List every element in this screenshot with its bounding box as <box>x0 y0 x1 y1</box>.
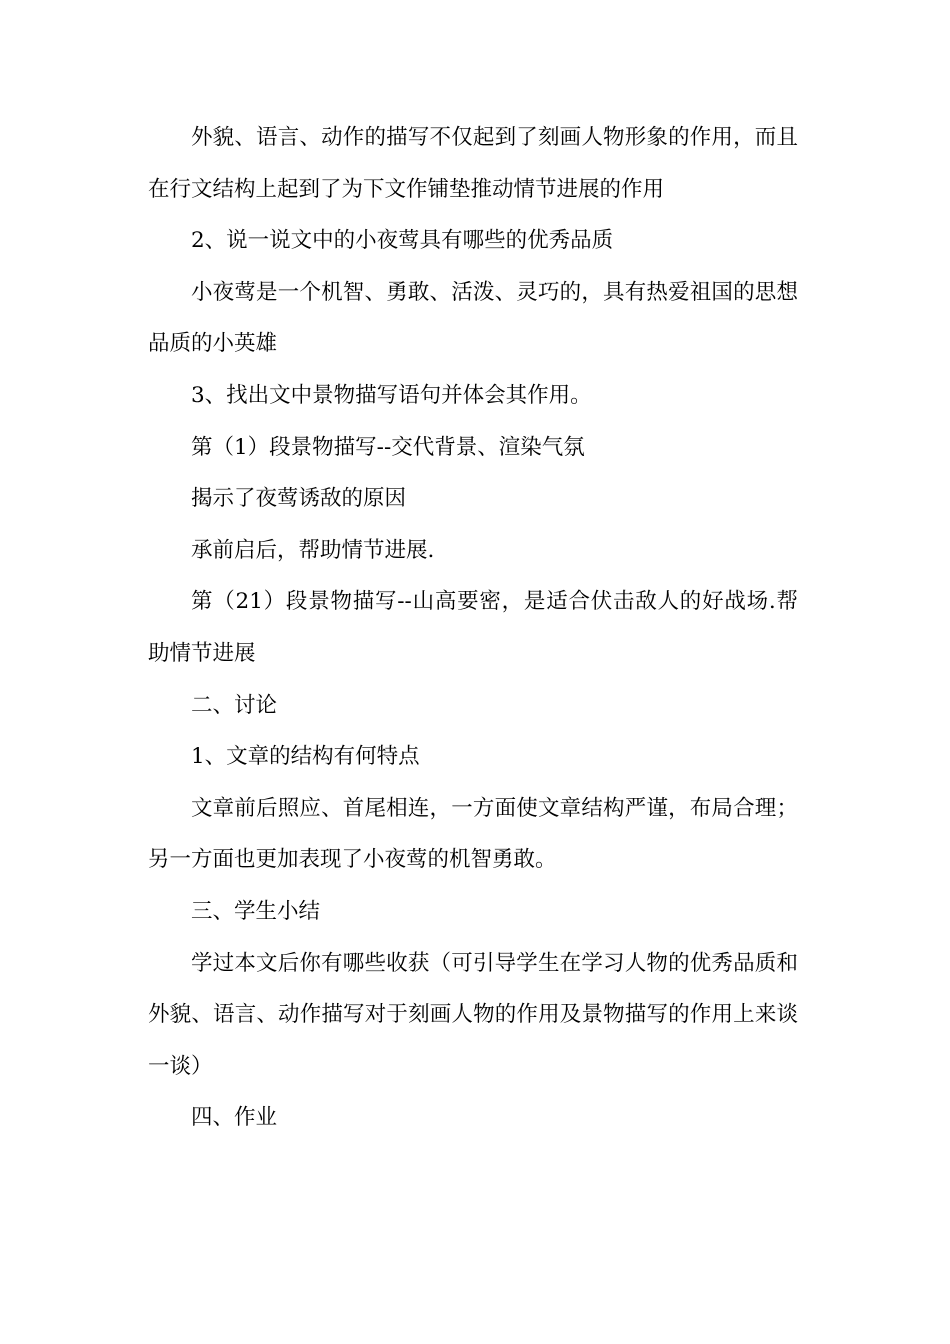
paragraph-appearance-description-role: 外貌、语言、动作的描写不仅起到了刻画人物形象的作用，而且在行文结构上起到了为下文作铺垫推动情节进展的作用 <box>148 125 798 202</box>
paragraph-section-21-scenery: 第（21）段景物描写--山高要密，是适合伏击敌人的好战场.帮助情节进展 <box>148 589 798 666</box>
paragraph-transition: 承前启后，帮助情节进展. <box>191 537 435 563</box>
question-1-heading: 1、文章的结构有何特点 <box>191 744 420 770</box>
paragraph-structure-answer: 文章前后照应、首尾相连，一方面使文章结构严谨，布局合理；另一方面也更加表现了小夜莺的机智勇敢。 <box>148 795 798 873</box>
paragraph-reason-revealed: 揭示了夜莺诱敌的原因 <box>191 486 407 512</box>
section-2-heading: 二、讨论 <box>191 692 278 718</box>
document-page <box>148 112 798 1144</box>
section-4-heading: 四、作业 <box>191 1105 278 1131</box>
paragraph-section-1-scenery: 第（1）段景物描写--交代背景、渲染气氛 <box>191 434 585 460</box>
question-3-heading: 3、找出文中景物描写语句并体会其作用。 <box>191 382 592 408</box>
section-3-heading: 三、学生小结 <box>191 898 321 924</box>
question-2-heading: 2、说一说文中的小夜莺具有哪些的优秀品质 <box>191 228 614 254</box>
paragraph-nightingale-qualities: 小夜莺是一个机智、勇敢、活泼、灵巧的，具有热爱祖国的思想品质的小英雄 <box>148 279 798 357</box>
paragraph-student-summary: 学过本文后你有哪些收获（可引导学生在学习人物的优秀品质和外貌、语言、动作描写对于刻画人物的作用及景物描写的作用上来谈一谈） <box>148 950 798 1079</box>
